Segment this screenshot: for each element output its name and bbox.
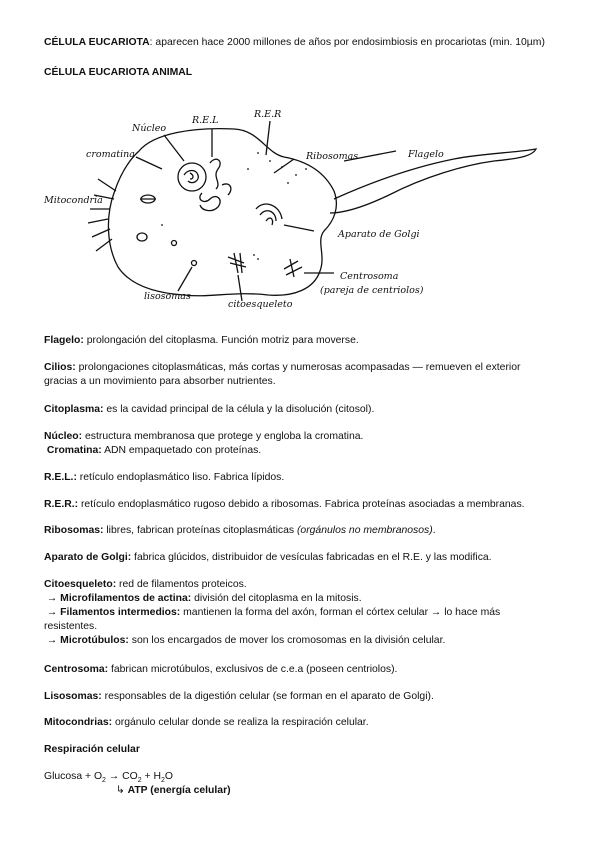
- cilia: [88, 179, 116, 251]
- definition-flagelo: [44, 334, 564, 348]
- term-ribosomas: Ribosomas:: [44, 525, 104, 536]
- text-golgi: fabrica glúcidos, distribuidor de vesículas fabricadas en el R.E. y las modifica.: [131, 552, 492, 563]
- text-citoplasma: es la cavidad principal de la célula y la disolución (citosol).: [103, 404, 375, 415]
- label-rer: R.E.R: [254, 109, 282, 120]
- text-centrosoma: fabrican microtúbulos, exclusivos de c.e.a (poseen centriolos).: [108, 664, 398, 675]
- eq-sub-3: 2: [160, 777, 165, 785]
- label-mitocondria: Mitocondria: [44, 195, 103, 206]
- eq-part-d: O: [164, 771, 173, 782]
- cytoskeleton: [228, 253, 246, 273]
- cell-drawing: [44, 95, 560, 321]
- document-title: [44, 36, 564, 50]
- eq-sub-1: 2: [102, 777, 106, 785]
- eq-sub-2: 2: [137, 777, 142, 785]
- text-cromatina: ADN empaquetado con proteínas.: [101, 445, 262, 456]
- arrow-microtubulos: →: [46, 635, 61, 646]
- definition-nucleo: [44, 430, 564, 458]
- golgi: [256, 204, 282, 225]
- label-cromatina: cromatina: [86, 149, 135, 160]
- label-nucleo: Núcleo: [132, 123, 167, 134]
- definition-citoplasma: [44, 403, 564, 417]
- text-microfilamentos: división del citoplasma en la mitosis.: [191, 593, 362, 604]
- definition-ribosomas: [44, 524, 564, 538]
- definition-rer: [44, 498, 564, 512]
- term-citoesqueleto: Citoesqueleto:: [44, 579, 117, 590]
- definition-mitocondrias: [44, 716, 564, 730]
- definition-lisosomas: [44, 690, 564, 704]
- text-nucleo: estructura membranosa que protege y engloba la cromatina.: [82, 431, 364, 442]
- title-term: CÉLULA EUCARIOTA: [44, 37, 150, 48]
- definition-citoesqueleto: [44, 578, 564, 648]
- cell-diagram: [44, 95, 560, 321]
- respiracion-atp: [116, 784, 600, 798]
- text-intermedios-2: resistentes.: [44, 621, 98, 632]
- nucleus: [178, 163, 206, 191]
- label-centriolos: (pareja de centriolos): [320, 285, 424, 296]
- label-ribosomas: Ribosomas: [306, 151, 359, 162]
- lysosome-b: [192, 261, 197, 266]
- ribosome-dots: [161, 152, 307, 260]
- label-centrosoma: Centrosoma: [340, 271, 399, 282]
- term-intermedios: Filamentos intermedios:: [60, 607, 181, 618]
- definition-cilios: [44, 361, 564, 389]
- text-lisosomas: responsables de la digestión celular (se forman en el aparato de Golgi).: [101, 691, 434, 702]
- term-mitocondrias: Mitocondrias:: [44, 717, 113, 728]
- note-ribosomas: (orgánulos no membranosos): [296, 525, 433, 536]
- text-cilios-2: gracias a un movimiento para absorber nutrientes.: [44, 376, 276, 387]
- eq-part-c: + H: [141, 771, 161, 782]
- term-cilios: Cilios:: [44, 362, 76, 373]
- arrow-microfilamentos: →: [46, 593, 61, 604]
- eq-part-b: → CO: [105, 771, 138, 782]
- text-mitocondrias: orgánulo celular donde se realiza la respiración celular.: [112, 717, 369, 728]
- definition-rel: [44, 471, 564, 485]
- eq-part-a: Glucosa + O: [44, 771, 103, 782]
- term-microfilamentos: Microfilamentos de actina:: [60, 593, 192, 604]
- term-cromatina: Cromatina:: [46, 445, 102, 456]
- term-microtubulos: Microtúbulos:: [60, 635, 129, 646]
- mitochondria-b: [137, 233, 147, 241]
- rer: [200, 184, 231, 211]
- section-heading: CÉLULA EUCARIOTA ANIMAL: [44, 67, 193, 78]
- term-golgi: Aparato de Golgi:: [44, 552, 132, 563]
- arrow-intermedios: →: [46, 607, 61, 618]
- term-lisosomas: Lisosomas:: [44, 691, 102, 702]
- text-flagelo: prolongación del citoplasma. Función motriz para moverse.: [83, 335, 359, 346]
- lysosome-a: [172, 241, 177, 246]
- title-text: : aparecen hace 2000 millones de años por endosimbiosis en procariotas (min. 10µm): [149, 37, 545, 48]
- text-ribosomas: libres, fabrican proteínas citoplasmáticas: [103, 525, 297, 536]
- label-golgi: Aparato de Golgi: [338, 229, 420, 240]
- term-nucleo: Núcleo:: [44, 431, 83, 442]
- respiracion-heading: Respiración celular: [44, 744, 140, 755]
- rel: [210, 159, 220, 189]
- term-rer: R.E.R.:: [44, 499, 79, 510]
- term-rel: R.E.L.:: [44, 472, 77, 483]
- centrosome: [284, 259, 302, 277]
- text-intermedios: mantienen la forma del axón, forman el córtex celular → lo hace más: [180, 607, 501, 618]
- text-rer: retículo endoplasmático rugoso debido a ribosomas. Fabrica proteínas asociadas a membranas.: [78, 499, 525, 510]
- text-cilios: prolongaciones citoplasmáticas, más cortas y numerosas acompasadas — remueven el exterior: [75, 362, 521, 373]
- label-lisosomas: lisosomas: [144, 291, 191, 302]
- definition-centrosoma: [44, 663, 564, 677]
- term-flagelo: Flagelo:: [44, 335, 84, 346]
- atp-text: ATP (energía celular): [127, 785, 231, 796]
- cell-membrane: [108, 129, 336, 296]
- text-microtubulos: son los encargados de mover los cromosomas en la división celular.: [128, 635, 446, 646]
- label-flagelo: Flagelo: [408, 149, 444, 160]
- text-citoesqueleto: red de filamentos proteicos.: [116, 579, 247, 590]
- term-centrosoma: Centrosoma:: [44, 664, 109, 675]
- label-rel: R.E.L: [192, 115, 219, 126]
- text-rel: retículo endoplasmático liso. Fabrica lípidos.: [76, 472, 285, 483]
- end-ribosomas: .: [432, 525, 436, 536]
- term-citoplasma: Citoplasma:: [44, 404, 104, 415]
- definition-golgi: [44, 551, 564, 565]
- atp-arrow: ↳: [116, 785, 128, 796]
- label-citoesqueleto: citoesqueleto: [228, 299, 293, 310]
